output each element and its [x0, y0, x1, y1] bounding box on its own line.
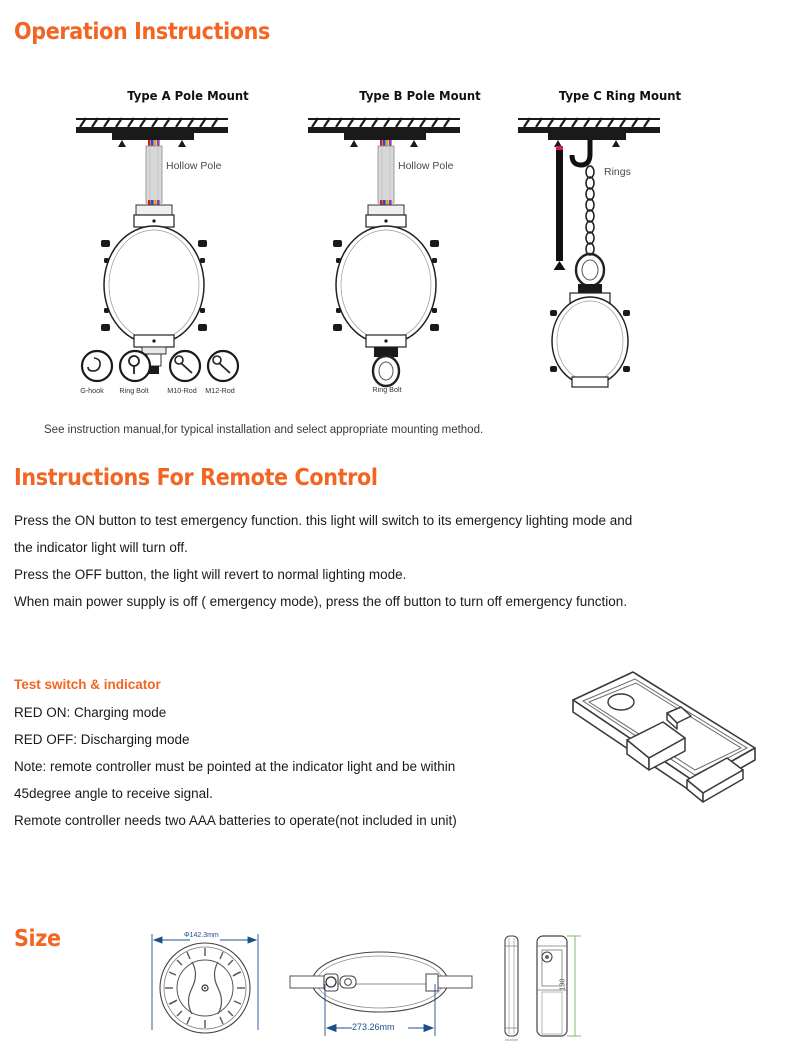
type-c-drawing	[500, 88, 740, 388]
remote-control-illustration	[555, 660, 755, 810]
page-title-operation-instructions: Operation Instructions	[14, 19, 271, 45]
wire-colors-top	[148, 140, 160, 146]
page-title-size: Size	[14, 926, 61, 952]
accessory-label-ring-bolt: Ring Bolt	[119, 386, 149, 395]
accessory-icons	[80, 348, 240, 386]
remote-button-icon	[608, 694, 634, 710]
remote-paragraph-4: When main power supply is off ( emergency mode), press the off button to turn off emergency function.	[14, 594, 628, 609]
size-figure-side-view	[280, 940, 480, 1040]
hollow-pole-icon	[146, 146, 162, 203]
dimension-length: 273.26mm	[352, 1022, 395, 1032]
test-switch-line-2: RED OFF: Discharging mode	[14, 732, 190, 747]
dimension-diameter: Φ142.3mm	[184, 932, 219, 939]
wire-colors-top	[380, 140, 392, 146]
remote-paragraph-3: Press the OFF button, the light will revert to normal lighting mode.	[14, 567, 407, 582]
ring-bolt-icon	[576, 254, 604, 293]
type-a-drawing	[68, 88, 308, 388]
mount-title-type-b: Type B Pole Mount	[359, 88, 481, 103]
conduit-rod-icon	[554, 146, 566, 270]
accessory-label-g-hook: G-hook	[80, 386, 104, 395]
subheading-test-switch: Test switch & indicator	[14, 677, 161, 692]
mount-diagram-type-c	[500, 88, 740, 398]
remote-view-drawing	[495, 928, 645, 1043]
chain-rings-label: Rings	[604, 166, 631, 178]
dimension-remote-height: 130	[559, 978, 567, 991]
test-switch-line-4: 45degree angle to receive signal.	[14, 786, 213, 801]
hollow-pole-label: Hollow Pole	[398, 160, 454, 172]
mount-title-type-c: Type C Ring Mount	[558, 88, 682, 103]
operation-note: See instruction manual,for typical installation and select appropriate mounting method.	[44, 424, 484, 436]
page-title-remote-control: Instructions For Remote Control	[14, 465, 378, 491]
size-figure-remote-view	[495, 928, 645, 1043]
ring-bolt-icon	[373, 347, 399, 386]
test-switch-line-3: Note: remote controller must be pointed at the indicator light and be within	[14, 759, 456, 774]
test-switch-line-1: RED ON: Charging mode	[14, 705, 167, 720]
lamp-body-icon	[550, 293, 630, 387]
chain-rings-icon	[586, 166, 594, 255]
remote-edge-view	[505, 936, 518, 1036]
lamp-body-icon	[333, 226, 439, 347]
mount-diagram-type-a	[68, 88, 308, 398]
remote-paragraph-1: Press the ON button to test emergency function. this light will switch to its emergency lighting mode and	[14, 513, 633, 528]
driver-housing	[134, 205, 174, 227]
driver-housing	[366, 205, 406, 227]
remote-height-dimension-line	[567, 936, 581, 1036]
ring-bolt-label: Ring Bolt	[372, 385, 402, 394]
hollow-pole-icon	[378, 146, 394, 203]
test-switch-line-5: Remote controller needs two AAA batteries to operate(not included in unit)	[14, 813, 457, 828]
front-view-drawing	[140, 928, 270, 1043]
hollow-pole-label: Hollow Pole	[166, 160, 222, 172]
accessory-label-m10-rod: M10-Rod	[167, 386, 197, 395]
mount-title-type-a: Type A Pole Mount	[127, 88, 249, 103]
hook-icon	[572, 140, 590, 165]
size-figure-front-view	[140, 928, 270, 1043]
remote-paragraph-2: the indicator light will turn off.	[14, 540, 188, 555]
accessory-label-m12-rod: M12-Rod	[205, 386, 235, 395]
